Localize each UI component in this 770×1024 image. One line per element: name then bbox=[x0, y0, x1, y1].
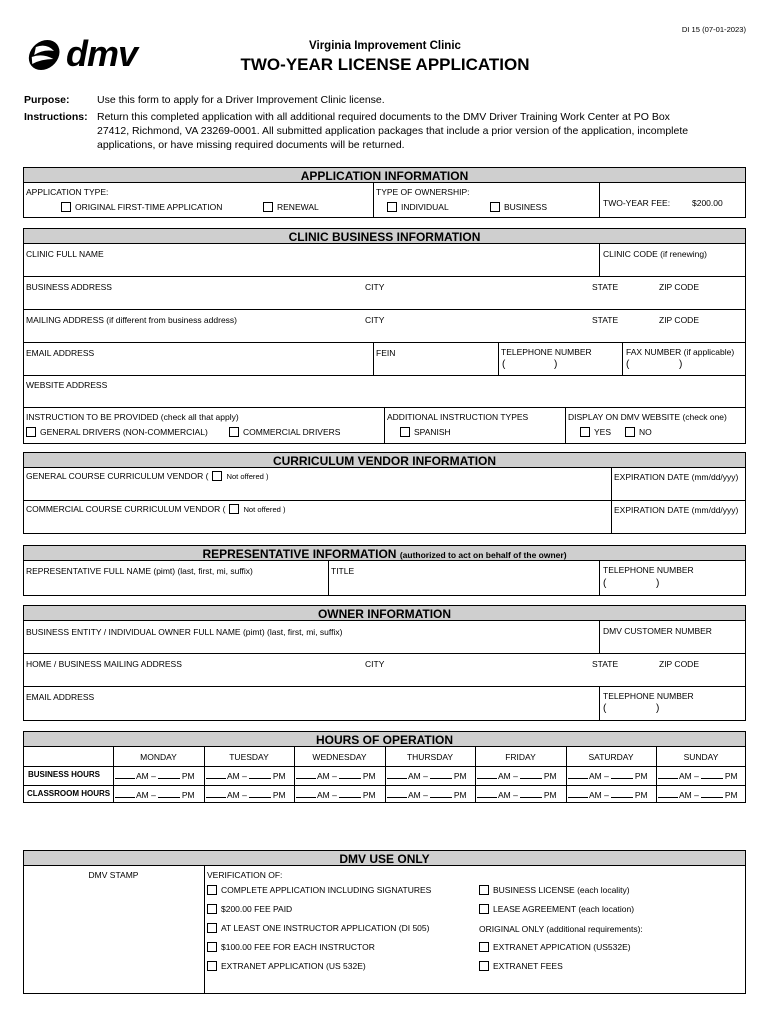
owner-paren-open: ( bbox=[603, 703, 607, 714]
business-hours-friday[interactable]: AM – PM bbox=[477, 770, 565, 781]
dmv-use-heading: DMV USE ONLY bbox=[23, 850, 746, 866]
no-checkbox[interactable] bbox=[625, 427, 635, 437]
representative-name-field[interactable]: REPRESENTATIVE FULL NAME (pimt) (last, first, mi, suffix) bbox=[26, 566, 253, 576]
classroom-hours-monday[interactable]: AM – PM bbox=[115, 789, 203, 800]
rep-paren-close: ) bbox=[656, 578, 660, 589]
telephone-paren-open: ( bbox=[502, 359, 506, 370]
day-thursday: THURSDAY bbox=[406, 752, 454, 762]
clinic-full-name-field[interactable]: CLINIC FULL NAME bbox=[26, 249, 104, 259]
clinic-telephone-field[interactable]: TELEPHONE NUMBER bbox=[501, 347, 592, 357]
owner-state-field[interactable]: STATE bbox=[592, 659, 619, 669]
business-address-field[interactable]: BUSINESS ADDRESS bbox=[26, 282, 112, 292]
day-friday: FRIDAY bbox=[505, 752, 536, 762]
business-city-field[interactable]: CITY bbox=[365, 282, 385, 292]
option-spanish[interactable]: SPANISH bbox=[400, 427, 451, 437]
business-checkbox[interactable] bbox=[490, 202, 500, 212]
dmv-stamp-label: DMV STAMP bbox=[88, 870, 139, 880]
verify-business-license[interactable]: BUSINESS LICENSE (each locality) bbox=[479, 885, 630, 895]
website-field[interactable]: WEBSITE ADDRESS bbox=[26, 380, 108, 390]
instructor-fee-checkbox[interactable] bbox=[207, 942, 217, 952]
form-title: TWO-YEAR LICENSE APPLICATION bbox=[240, 55, 530, 74]
display-website-label: DISPLAY ON DMV WEBSITE (check one) bbox=[568, 412, 727, 422]
business-license-checkbox[interactable] bbox=[479, 885, 489, 895]
original-only-label: ORIGINAL ONLY (additional requirements): bbox=[479, 924, 643, 934]
general-drivers-checkbox[interactable] bbox=[26, 427, 36, 437]
classroom-hours-saturday[interactable]: AM – PM bbox=[568, 789, 656, 800]
clinic-code-field[interactable]: CLINIC CODE (if renewing) bbox=[603, 249, 707, 259]
form-id: DI 15 (07-01-2023) bbox=[681, 25, 746, 34]
mailing-address-field[interactable]: MAILING ADDRESS (if different from business address) bbox=[26, 315, 238, 325]
owner-telephone-field[interactable]: TELEPHONE NUMBER bbox=[603, 691, 694, 701]
owner-address-field[interactable]: HOME / BUSINESS MAILING ADDRESS bbox=[26, 659, 182, 669]
representative-title-field[interactable]: TITLE bbox=[331, 566, 355, 576]
day-wednesday: WEDNESDAY bbox=[312, 752, 367, 762]
logo-text: dmv bbox=[66, 33, 138, 74]
commercial-vendor-field[interactable]: COMMERCIAL COURSE CURRICULUM VENDOR ( Not offered ) bbox=[26, 504, 286, 514]
extranet-application-checkbox[interactable] bbox=[207, 961, 217, 971]
option-renewal[interactable]: RENEWAL bbox=[263, 202, 319, 212]
verify-instructor-fee[interactable]: $100.00 FEE FOR EACH INSTRUCTOR bbox=[207, 942, 375, 952]
purpose-text: Use this form to apply for a Driver Improvement Clinic license. bbox=[97, 94, 385, 106]
clinic-email-field[interactable]: EMAIL ADDRESS bbox=[26, 348, 95, 358]
business-hours-label: BUSINESS HOURS bbox=[28, 770, 101, 779]
instructions-line-3: applications, or have missing required documents will be returned. bbox=[97, 139, 405, 151]
option-general-drivers[interactable]: GENERAL DRIVERS (NON-COMMERCIAL) bbox=[26, 427, 208, 437]
representative-heading: REPRESENTATIVE INFORMATION (authorized to act on behalf of the owner) bbox=[23, 545, 746, 561]
business-state-field[interactable]: STATE bbox=[592, 282, 619, 292]
curriculum-heading: CURRICULUM VENDOR INFORMATION bbox=[23, 452, 746, 468]
fax-paren-close: ) bbox=[679, 359, 683, 370]
customer-number-field[interactable]: DMV CUSTOMER NUMBER bbox=[603, 626, 712, 636]
individual-checkbox[interactable] bbox=[387, 202, 397, 212]
instruction-provided-label: INSTRUCTION TO BE PROVIDED (check all that apply) bbox=[26, 412, 239, 422]
fee-label: TWO-YEAR FEE: bbox=[603, 198, 671, 208]
general-not-offered-checkbox[interactable] bbox=[212, 471, 222, 481]
owner-city-field[interactable]: CITY bbox=[365, 659, 385, 669]
business-hours-sunday[interactable]: AM – PM bbox=[658, 770, 746, 781]
instructions-line-2: 27412, Richmond, VA 23269-0001. All submitted application packages that include a prior version of the application, incomplete bbox=[97, 125, 689, 137]
owner-paren-close: ) bbox=[656, 703, 660, 714]
day-monday: MONDAY bbox=[140, 752, 177, 762]
classroom-hours-tuesday[interactable]: AM – PM bbox=[206, 789, 294, 800]
day-sunday: SUNDAY bbox=[683, 752, 719, 762]
option-business[interactable]: BUSINESS bbox=[490, 202, 547, 212]
option-individual[interactable]: INDIVIDUAL bbox=[387, 202, 449, 212]
fax-paren-open: ( bbox=[626, 359, 630, 370]
form-subtitle: Virginia Improvement Clinic bbox=[309, 40, 461, 52]
classroom-hours-sunday[interactable]: AM – PM bbox=[658, 789, 746, 800]
business-hours-thursday[interactable]: AM – PM bbox=[387, 770, 475, 781]
fein-field[interactable]: FEIN bbox=[376, 348, 396, 358]
renewal-checkbox[interactable] bbox=[263, 202, 273, 212]
business-hours-monday[interactable]: AM – PM bbox=[115, 770, 203, 781]
spanish-checkbox[interactable] bbox=[400, 427, 410, 437]
classroom-hours-friday[interactable]: AM – PM bbox=[477, 789, 565, 800]
clinic-info-heading: CLINIC BUSINESS INFORMATION bbox=[23, 228, 746, 244]
commercial-drivers-checkbox[interactable] bbox=[229, 427, 239, 437]
lease-agreement-checkbox[interactable] bbox=[479, 904, 489, 914]
mailing-zip-field[interactable]: ZIP CODE bbox=[659, 315, 699, 325]
additional-instruction-label: ADDITIONAL INSTRUCTION TYPES bbox=[387, 412, 529, 422]
commercial-not-offered-checkbox[interactable] bbox=[229, 504, 239, 514]
original-checkbox[interactable] bbox=[61, 202, 71, 212]
classroom-hours-label: CLASSROOM HOURS bbox=[27, 789, 111, 798]
business-hours-wednesday[interactable]: AM – PM bbox=[296, 770, 384, 781]
mailing-city-field[interactable]: CITY bbox=[365, 315, 385, 325]
verification-label: VERIFICATION OF: bbox=[207, 870, 283, 880]
yes-checkbox[interactable] bbox=[580, 427, 590, 437]
telephone-paren-close: ) bbox=[554, 359, 558, 370]
day-tuesday: TUESDAY bbox=[229, 752, 269, 762]
extranet-fees-checkbox[interactable] bbox=[479, 961, 489, 971]
mailing-state-field[interactable]: STATE bbox=[592, 315, 619, 325]
verify-fee-paid[interactable]: $200.00 FEE PAID bbox=[207, 904, 292, 914]
fee-paid-checkbox[interactable] bbox=[207, 904, 217, 914]
verify-extranet-fees[interactable]: EXTRANET FEES bbox=[479, 961, 563, 971]
fee-value: $200.00 bbox=[692, 198, 723, 208]
business-hours-saturday[interactable]: AM – PM bbox=[568, 770, 656, 781]
option-original[interactable]: ORIGINAL FIRST-TIME APPLICATION bbox=[61, 202, 222, 212]
day-saturday: SATURDAY bbox=[588, 752, 634, 762]
purpose-label: Purpose: bbox=[24, 94, 70, 106]
owner-heading: OWNER INFORMATION bbox=[23, 605, 746, 621]
verify-complete-application[interactable]: COMPLETE APPLICATION INCLUDING SIGNATURES bbox=[207, 885, 431, 895]
verify-lease-agreement[interactable]: LEASE AGREEMENT (each location) bbox=[479, 904, 634, 914]
representative-telephone-field[interactable]: TELEPHONE NUMBER bbox=[603, 565, 694, 575]
general-expiration-field[interactable]: EXPIRATION DATE (mm/dd/yyy) bbox=[614, 472, 739, 482]
complete-application-checkbox[interactable] bbox=[207, 885, 217, 895]
business-zip-field[interactable]: ZIP CODE bbox=[659, 282, 699, 292]
instructions-line-1: Return this completed application with all additional required documents to the DMV Driver Training Work Center at PO Box bbox=[97, 111, 670, 123]
commercial-expiration-field[interactable]: EXPIRATION DATE (mm/dd/yyy) bbox=[614, 505, 739, 515]
extranet-app-original-checkbox[interactable] bbox=[479, 942, 489, 952]
classroom-hours-thursday[interactable]: AM – PM bbox=[387, 789, 475, 800]
application-info-heading: APPLICATION INFORMATION bbox=[23, 167, 746, 183]
rep-paren-open: ( bbox=[603, 578, 607, 589]
instructions-label: Instructions: bbox=[24, 111, 88, 123]
verify-instructor-application[interactable]: AT LEAST ONE INSTRUCTOR APPLICATION (DI 505) bbox=[207, 923, 429, 933]
instructor-application-checkbox[interactable] bbox=[207, 923, 217, 933]
hours-heading: HOURS OF OPERATION bbox=[23, 731, 746, 747]
verify-extranet-app-original[interactable]: EXTRANET APPICATION (US532E) bbox=[479, 942, 631, 952]
owner-name-field[interactable]: BUSINESS ENTITY / INDIVIDUAL OWNER FULL NAME (pimt) (last, first, mi, suffix) bbox=[26, 627, 343, 637]
application-type-label: APPLICATION TYPE: bbox=[26, 187, 109, 197]
verify-extranet-application[interactable]: EXTRANET APPLICATION (US 532E) bbox=[207, 961, 366, 971]
owner-email-field[interactable]: EMAIL ADDRESS bbox=[26, 692, 95, 702]
option-commercial-drivers[interactable]: COMMERCIAL DRIVERS bbox=[229, 427, 340, 437]
general-vendor-field[interactable]: GENERAL COURSE CURRICULUM VENDOR ( Not offered ) bbox=[26, 471, 269, 481]
option-yes[interactable]: YES bbox=[580, 427, 611, 437]
option-no[interactable]: NO bbox=[625, 427, 652, 437]
owner-zip-field[interactable]: ZIP CODE bbox=[659, 659, 699, 669]
clinic-fax-field[interactable]: FAX NUMBER (if applicable) bbox=[626, 347, 735, 357]
business-hours-tuesday[interactable]: AM – PM bbox=[206, 770, 294, 781]
ownership-type-label: TYPE OF OWNERSHIP: bbox=[376, 187, 470, 197]
classroom-hours-wednesday[interactable]: AM – PM bbox=[296, 789, 384, 800]
